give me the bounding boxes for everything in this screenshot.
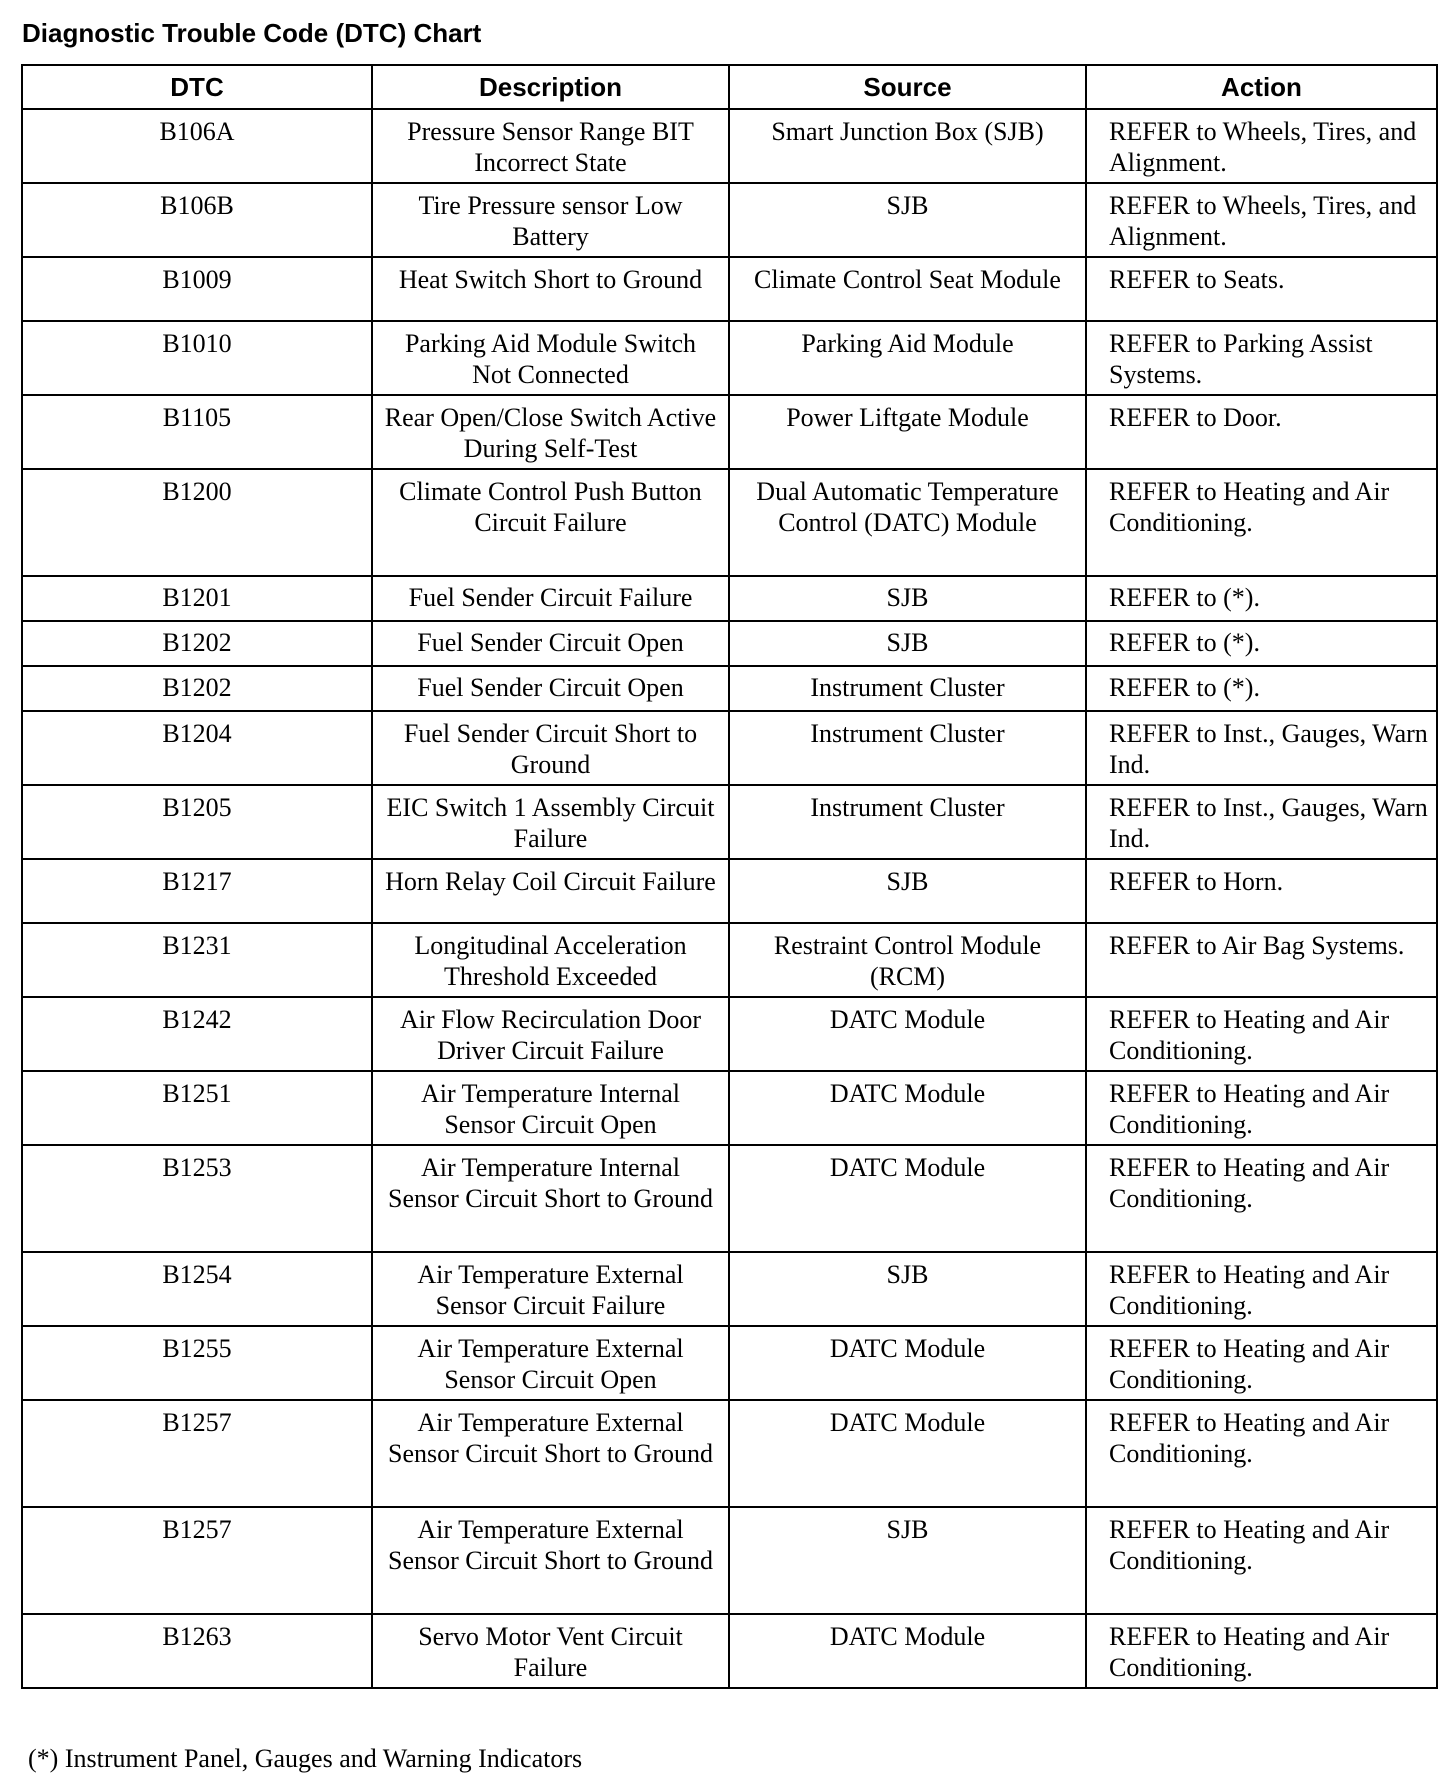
table-row bbox=[22, 859, 1437, 923]
dtc-cell: B1253 bbox=[22, 1145, 372, 1252]
table-row bbox=[22, 621, 1437, 666]
description-cell: Air Temperature External Sensor Circuit Short to Ground bbox=[372, 1507, 729, 1614]
dtc-cell: B1242 bbox=[22, 997, 372, 1071]
table-row bbox=[22, 923, 1437, 997]
table-row bbox=[22, 321, 1437, 395]
description-cell: Air Temperature External Sensor Circuit Short to Ground bbox=[372, 1400, 729, 1507]
description-cell: Air Temperature External Sensor Circuit Open bbox=[372, 1326, 729, 1400]
description-cell: Heat Switch Short to Ground bbox=[372, 257, 729, 321]
source-cell: Smart Junction Box (SJB) bbox=[729, 109, 1086, 183]
source-cell: Dual Automatic Temperature Control (DATC) Module bbox=[729, 469, 1086, 576]
dtc-cell: B1257 bbox=[22, 1400, 372, 1507]
column-header-dtc: DTC bbox=[22, 65, 372, 109]
table-body bbox=[22, 109, 1437, 1688]
action-cell: REFER to Heating and Air Conditioning. bbox=[1086, 1071, 1437, 1145]
source-cell: DATC Module bbox=[729, 1145, 1086, 1252]
table-row bbox=[22, 1145, 1437, 1252]
source-cell: DATC Module bbox=[729, 1614, 1086, 1688]
dtc-cell: B1201 bbox=[22, 576, 372, 621]
page-title: Diagnostic Trouble Code (DTC) Chart bbox=[22, 18, 482, 48]
table-row bbox=[22, 1614, 1437, 1688]
source-cell: Parking Aid Module bbox=[729, 321, 1086, 395]
dtc-cell: B1009 bbox=[22, 257, 372, 321]
source-cell: DATC Module bbox=[729, 1326, 1086, 1400]
table-row bbox=[22, 711, 1437, 785]
action-cell: REFER to (*). bbox=[1086, 576, 1437, 621]
dtc-cell: B106A bbox=[22, 109, 372, 183]
description-cell: Air Temperature Internal Sensor Circuit Short to Ground bbox=[372, 1145, 729, 1252]
action-cell: REFER to (*). bbox=[1086, 666, 1437, 711]
dtc-cell: B1251 bbox=[22, 1071, 372, 1145]
dtc-cell: B1202 bbox=[22, 621, 372, 666]
source-cell: DATC Module bbox=[729, 1400, 1086, 1507]
action-cell: REFER to Inst., Gauges, Warn Ind. bbox=[1086, 711, 1437, 785]
dtc-cell: B1255 bbox=[22, 1326, 372, 1400]
table-row bbox=[22, 469, 1437, 576]
table-row bbox=[22, 1071, 1437, 1145]
dtc-cell: B1202 bbox=[22, 666, 372, 711]
description-cell: EIC Switch 1 Assembly Circuit Failure bbox=[372, 785, 729, 859]
table-row bbox=[22, 997, 1437, 1071]
dtc-cell: B1254 bbox=[22, 1252, 372, 1326]
action-cell: REFER to (*). bbox=[1086, 621, 1437, 666]
source-cell: DATC Module bbox=[729, 997, 1086, 1071]
description-cell: Rear Open/Close Switch Active During Self-Test bbox=[372, 395, 729, 469]
source-cell: SJB bbox=[729, 859, 1086, 923]
action-cell: REFER to Seats. bbox=[1086, 257, 1437, 321]
source-cell: DATC Module bbox=[729, 1071, 1086, 1145]
source-cell: SJB bbox=[729, 621, 1086, 666]
action-cell: REFER to Door. bbox=[1086, 395, 1437, 469]
dtc-cell: B1263 bbox=[22, 1614, 372, 1688]
column-header-action: Action bbox=[1086, 65, 1437, 109]
description-cell: Air Temperature External Sensor Circuit Failure bbox=[372, 1252, 729, 1326]
description-cell: Fuel Sender Circuit Open bbox=[372, 621, 729, 666]
source-cell: SJB bbox=[729, 183, 1086, 257]
action-cell: REFER to Wheels, Tires, and Alignment. bbox=[1086, 109, 1437, 183]
description-cell: Climate Control Push Button Circuit Failure bbox=[372, 469, 729, 576]
table-row bbox=[22, 1400, 1437, 1507]
table-row bbox=[22, 1326, 1437, 1400]
description-cell: Longitudinal Acceleration Threshold Exceeded bbox=[372, 923, 729, 997]
action-cell: REFER to Wheels, Tires, and Alignment. bbox=[1086, 183, 1437, 257]
dtc-cell: B1010 bbox=[22, 321, 372, 395]
action-cell: REFER to Air Bag Systems. bbox=[1086, 923, 1437, 997]
action-cell: REFER to Heating and Air Conditioning. bbox=[1086, 1507, 1437, 1614]
dtc-table bbox=[21, 64, 1438, 1689]
action-cell: REFER to Parking Assist Systems. bbox=[1086, 321, 1437, 395]
table-header-row bbox=[22, 65, 1437, 109]
dtc-cell: B1204 bbox=[22, 711, 372, 785]
action-cell: REFER to Heating and Air Conditioning. bbox=[1086, 1252, 1437, 1326]
source-cell: Power Liftgate Module bbox=[729, 395, 1086, 469]
description-cell: Fuel Sender Circuit Failure bbox=[372, 576, 729, 621]
table-row bbox=[22, 666, 1437, 711]
action-cell: REFER to Heating and Air Conditioning. bbox=[1086, 469, 1437, 576]
source-cell: Instrument Cluster bbox=[729, 666, 1086, 711]
dtc-cell: B1205 bbox=[22, 785, 372, 859]
source-cell: Climate Control Seat Module bbox=[729, 257, 1086, 321]
dtc-cell: B1257 bbox=[22, 1507, 372, 1614]
description-cell: Pressure Sensor Range BIT Incorrect State bbox=[372, 109, 729, 183]
table-row bbox=[22, 183, 1437, 257]
action-cell: REFER to Heating and Air Conditioning. bbox=[1086, 997, 1437, 1071]
dtc-cell: B106B bbox=[22, 183, 372, 257]
table-row bbox=[22, 109, 1437, 183]
description-cell: Horn Relay Coil Circuit Failure bbox=[372, 859, 729, 923]
description-cell: Tire Pressure sensor Low Battery bbox=[372, 183, 729, 257]
column-header-source: Source bbox=[729, 65, 1086, 109]
table-row bbox=[22, 395, 1437, 469]
source-cell: SJB bbox=[729, 1507, 1086, 1614]
dtc-cell: B1231 bbox=[22, 923, 372, 997]
table-row bbox=[22, 1507, 1437, 1614]
action-cell: REFER to Horn. bbox=[1086, 859, 1437, 923]
description-cell: Air Flow Recirculation Door Driver Circuit Failure bbox=[372, 997, 729, 1071]
action-cell: REFER to Heating and Air Conditioning. bbox=[1086, 1145, 1437, 1252]
column-header-description: Description bbox=[372, 65, 729, 109]
table-row bbox=[22, 785, 1437, 859]
description-cell: Fuel Sender Circuit Short to Ground bbox=[372, 711, 729, 785]
action-cell: REFER to Heating and Air Conditioning. bbox=[1086, 1400, 1437, 1507]
table-row bbox=[22, 1252, 1437, 1326]
dtc-cell: B1105 bbox=[22, 395, 372, 469]
dtc-cell: B1200 bbox=[22, 469, 372, 576]
description-cell: Fuel Sender Circuit Open bbox=[372, 666, 729, 711]
source-cell: SJB bbox=[729, 1252, 1086, 1326]
description-cell: Air Temperature Internal Sensor Circuit Open bbox=[372, 1071, 729, 1145]
description-cell: Parking Aid Module Switch Not Connected bbox=[372, 321, 729, 395]
source-cell: Restraint Control Module (RCM) bbox=[729, 923, 1086, 997]
source-cell: SJB bbox=[729, 576, 1086, 621]
action-cell: REFER to Heating and Air Conditioning. bbox=[1086, 1326, 1437, 1400]
description-cell: Servo Motor Vent Circuit Failure bbox=[372, 1614, 729, 1688]
source-cell: Instrument Cluster bbox=[729, 785, 1086, 859]
action-cell: REFER to Heating and Air Conditioning. bbox=[1086, 1614, 1437, 1688]
table-row bbox=[22, 257, 1437, 321]
dtc-cell: B1217 bbox=[22, 859, 372, 923]
action-cell: REFER to Inst., Gauges, Warn Ind. bbox=[1086, 785, 1437, 859]
table-row bbox=[22, 576, 1437, 621]
source-cell: Instrument Cluster bbox=[729, 711, 1086, 785]
footnote: (*) Instrument Panel, Gauges and Warning Indicators bbox=[28, 1744, 583, 1773]
